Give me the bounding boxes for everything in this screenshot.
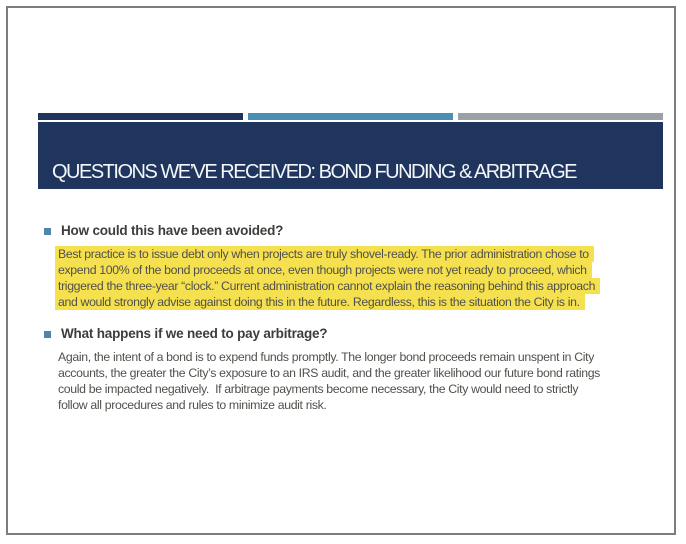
accent-bar-gray [458, 113, 663, 120]
square-bullet-icon [44, 331, 51, 338]
accent-bars [38, 113, 663, 120]
answer-line: Again, the intent of a bond is to expend funds promptly. The longer bond proceeds remain unspent in City [58, 350, 594, 364]
answer-line: Best practice is to issue debt only when projects are truly shovel-ready. The prior administration chose to [55, 246, 594, 262]
qa-section-arbitrage [44, 325, 600, 413]
square-bullet-icon [44, 228, 51, 235]
qa-section-avoided [44, 222, 600, 310]
question-text: How could this have been avoided? [61, 223, 284, 238]
accent-bar-navy [38, 113, 243, 120]
qa-body [58, 222, 600, 310]
answer-paragraph-highlighted [58, 246, 600, 310]
qa-body [58, 325, 600, 413]
title-banner [38, 122, 663, 189]
answer-line: and would strongly advise against doing this in the future. Regardless, this is the situation the City is in. [55, 294, 585, 310]
question-text: What happens if we need to pay arbitrage? [61, 326, 328, 341]
answer-line: accounts, the greater the City’s exposure to an IRS audit, and the greater likelihood our future bond ratings [58, 366, 600, 381]
slide-title: QUESTIONS WE’VE RECEIVED: BOND FUNDING & ARBITRAGE [52, 161, 576, 183]
answer-line: triggered the three-year “clock.” Current administration cannot explain the reasoning behind this approach [55, 278, 600, 294]
accent-bar-teal [248, 113, 453, 120]
answer-paragraph [58, 349, 600, 413]
answer-line: could be impacted negatively. If arbitrage payments become necessary, the City would need to strictly [58, 382, 579, 397]
answer-line: follow all procedures and rules to minimize audit risk. [58, 398, 327, 413]
slide-frame [6, 6, 676, 535]
answer-line: expend 100% of the bond proceeds at once, even though projects were not yet ready to proceed, which [55, 262, 592, 278]
